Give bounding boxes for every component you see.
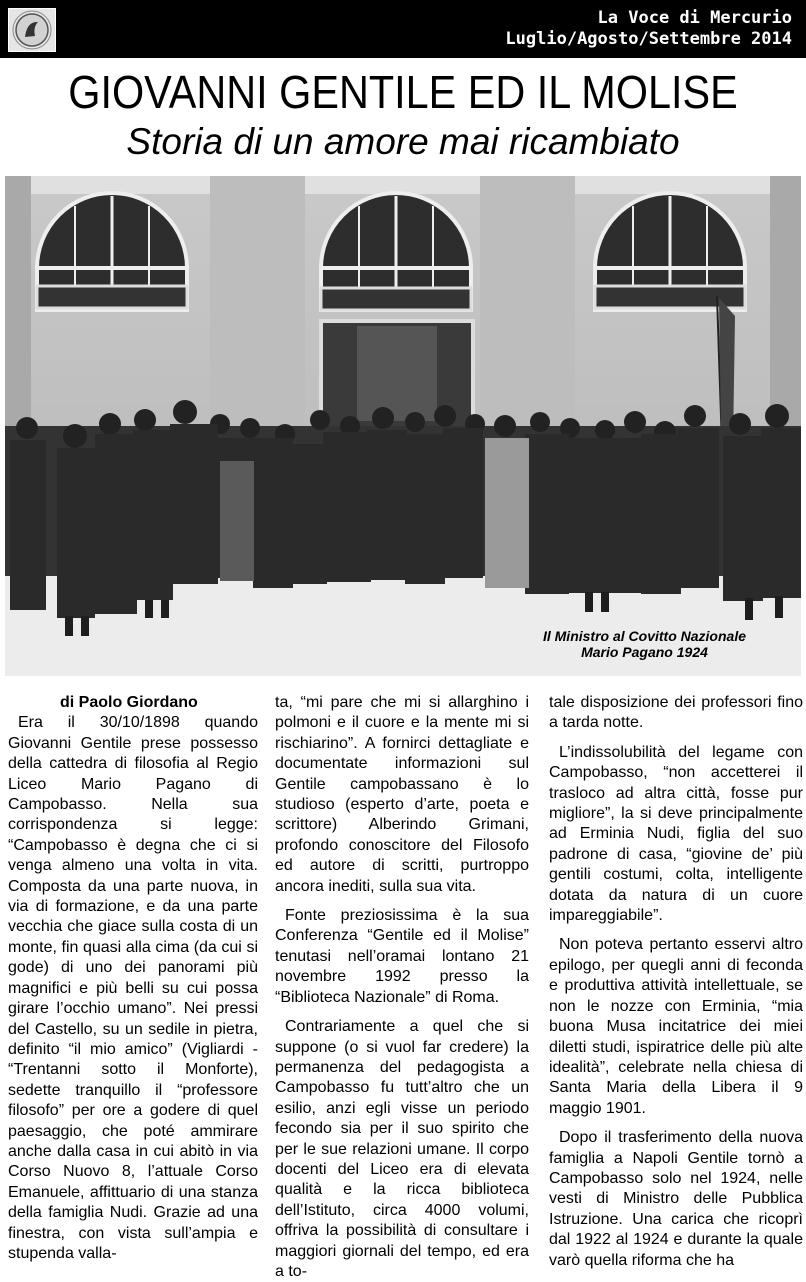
paragraph: Era il 30/10/1898 quando Giovanni Gentile prese possesso della cattedra di filosofia al Regio Liceo Mario Pagano di Campobasso. Nella sua corrispondenza si legge: “Campobasso è degna che ci si venga almeno una volta in vita. Composta da una parte nuova, in via di formazione, e da una parte vecchia che giace sulla costa di un monte, fin quasi alla cima (da cui si gode) di uno dei panorami più magnifici e più belli su cui possa girare l’occhio umano”. Nei pressi del Castello, su un sedile in pietra, definito “il mio amico” (Vigliardi - “Trentanni sotto il Monforte), sedette tranquillo il “professore filosofo” per ore a godere di quel paesaggio, che poté ammirare anche dalla casa in cui abitò in via Corso Nuovo 8, l’attuale Corso Emanuele, affittuario di una stanza della famiglia Nudi. Grazie ad una finestra, con vista sull’ampia e stupenda valla- (8, 714, 258, 1262)
paragraph: ta, “mi pare che mi si allarghino i polmoni e il cuore e la mente mi si rischiarino”. A fornirci dettagliate e documentate informazioni sul Gentile campobassano è lo studioso (esperto d’arte, poeta e scrittore) Alberindo Grimani, profondo conoscitore del Filosofo ed autore di scritti, purtroppo ancora inediti, sulla sua vita. (275, 694, 529, 895)
article-column-1 (8, 693, 258, 1264)
masthead-text (505, 8, 792, 50)
photo-caption (543, 628, 746, 660)
paragraph: Contrariamente a quel che si suppone (o si vuol far credere) la permanenza del pedagogista a Campobasso fu tutt’altro che un esilio, anzi egli visse un periodo fecondo sia per il suo spirito che per le sue relazioni umane. Il corpo docenti del Liceo era di elevata qualità e la ricca biblioteca dell’Istituto, circa 4000 volumi, offriva la possibilità di consultare i maggiori giornali del tempo, ed era a to- (275, 1018, 529, 1280)
caption-line-2: Mario Pagano 1924 (581, 644, 708, 660)
masthead-bar (0, 0, 806, 58)
caption-line-1: Il Ministro al Covitto Nazionale (542, 628, 746, 644)
paragraph: tale disposizione dei professori fino a tarda notte. (549, 694, 803, 732)
byline: di Paolo Giordano (60, 694, 198, 711)
paragraph: Dopo il trasferimento della nuova famiglia a Napoli Gentile tornò a Campobasso solo nel 1924, nelle vesti di Ministro delle Pubblica Istruzione. Una carica che ricoprì dal 1922 al 1924 e durante la quale varò quella riforma che ha (549, 1129, 803, 1269)
paragraph: L’indissolubilità del legame con Campobasso, “non accetterei il trasloco ad altra città, fosse pur migliore”, la si deve principalmente ad Erminia Nudi, figlia del suo padrone di casa, “giovine de’ più gentili costumi, colta, intelligente dotata da natura di un cuore impareggiabile”. (549, 743, 803, 925)
publication-logo (8, 8, 56, 52)
article-photo (5, 176, 801, 676)
article-column-2 (275, 693, 529, 1282)
publication-name: La Voce di Mercurio (597, 8, 792, 28)
article-column-3 (549, 693, 803, 1271)
paragraph: Fonte preziosissima è la sua Conferenza “Gentile ed il Molise” tenutasi nell’oramai lontano 21 novembre 1992 presso la “Biblioteca Nazionale” di Roma. (275, 907, 529, 1006)
issue-date: Luglio/Agosto/Settembre 2014 (505, 29, 792, 49)
paragraph: Non poteva pertanto esservi altro epilogo, per quegli anni di feconda e produttiva attività intellettuale, se non le nozze con Erminia, “mia buona Musa incitatrice dei miei diletti studi, ispiratrice delle più alte idealità”, celebrate nella chiesa di Santa Maria della Libera il 9 maggio 1901. (549, 936, 803, 1117)
article-subtitle: Storia di un amore mai ricambiato (126, 121, 680, 162)
article-title: GIOVANNI GENTILE ED IL MOLISE (68, 66, 738, 118)
